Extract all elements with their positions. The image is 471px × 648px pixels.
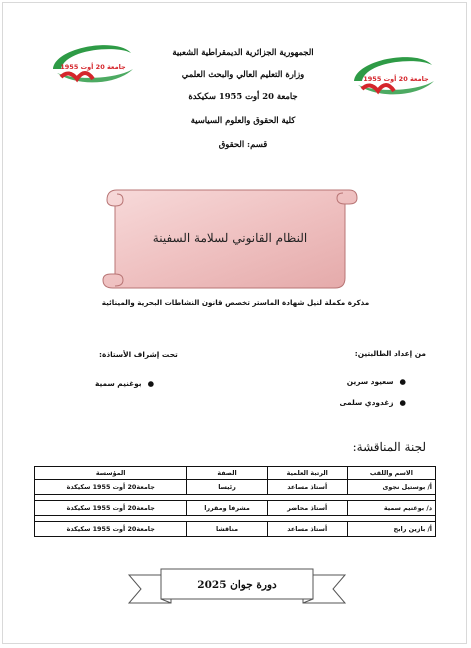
header-ministry: وزارة التعليم العالي والبحث العلمي: [181, 69, 305, 79]
header-republic: الجمهورية الجزائرية الديمقراطية الشعبية: [172, 47, 314, 57]
student-name-1: [347, 377, 406, 386]
header-university: جامعة 20 أوت 1955 سكيكدة: [188, 91, 298, 101]
header-faculty: كلية الحقوق والعلوم السياسية: [190, 115, 296, 125]
member-role: مشرفا ومقررا: [187, 501, 267, 516]
member-name: أ/ بازين رابح: [347, 522, 435, 537]
thesis-title: النظام القانوني لسلامة السفينة: [152, 231, 308, 245]
supervisor-name-text: بوغنيم سمية: [95, 379, 142, 388]
logo-left-text: جامعة 20 أوت 1955: [60, 63, 126, 71]
member-institution: جامعة20 أوت 1955 سكيكدة: [35, 522, 187, 537]
university-logo-left: [47, 39, 137, 91]
supervisor-label: تحت إشراف الأستاذة:: [99, 350, 178, 359]
col-name-header: الاسم واللقب: [347, 467, 435, 480]
member-institution: جامعة20 أوت 1955 سكيكدة: [35, 480, 187, 495]
session-label: دورة جوان 2025: [197, 579, 277, 591]
col-role-header: الصفة: [187, 467, 267, 480]
memo-description: مذكرة مكملة لنيل شهادة الماستر تخصص قانون النشاطات البحرية والمينائية: [101, 298, 370, 307]
title-scroll: [99, 188, 361, 294]
committee-title: لجنة المناقشة:: [352, 440, 426, 454]
bullet-icon: ●: [147, 379, 155, 388]
supervisor-name: [95, 379, 154, 388]
col-rank-header: الرتبة العلمية: [267, 467, 347, 480]
member-role: مناقشا: [187, 522, 267, 537]
bullet-icon: ●: [399, 377, 406, 386]
student-name-2: [340, 398, 406, 407]
university-logo-right: [348, 51, 438, 103]
member-rank: أستاذ مساعد: [267, 522, 347, 537]
table-row: [35, 522, 436, 537]
student-name-2-text: زغدودي سلمى: [339, 398, 394, 407]
committee-table: [34, 466, 436, 537]
table-row: [35, 501, 436, 516]
bullet-icon: ●: [399, 398, 406, 407]
member-name: أ/ بوستيل نجوى: [347, 480, 435, 495]
member-role: رئيسا: [187, 480, 267, 495]
students-label: من إعداد الطالبتين:: [354, 349, 426, 358]
member-rank: أستاذ محاضر: [267, 501, 347, 516]
table-header-row: [35, 467, 436, 480]
member-rank: أستاذ مساعد: [267, 480, 347, 495]
table-row: [35, 480, 436, 495]
student-name-1-text: سعيود سرين: [346, 377, 394, 386]
member-institution: جامعة20 أوت 1955 سكيكدة: [35, 501, 187, 516]
session-ribbon: [127, 563, 347, 611]
document-page: [2, 2, 467, 644]
logo-right-text: جامعة 20 أوت 1955: [363, 75, 429, 83]
member-name: د/ بوغنيم سمية: [347, 501, 435, 516]
col-institution-header: المؤسسة: [35, 467, 187, 480]
header-department: قسم: الحقوق: [218, 139, 268, 149]
